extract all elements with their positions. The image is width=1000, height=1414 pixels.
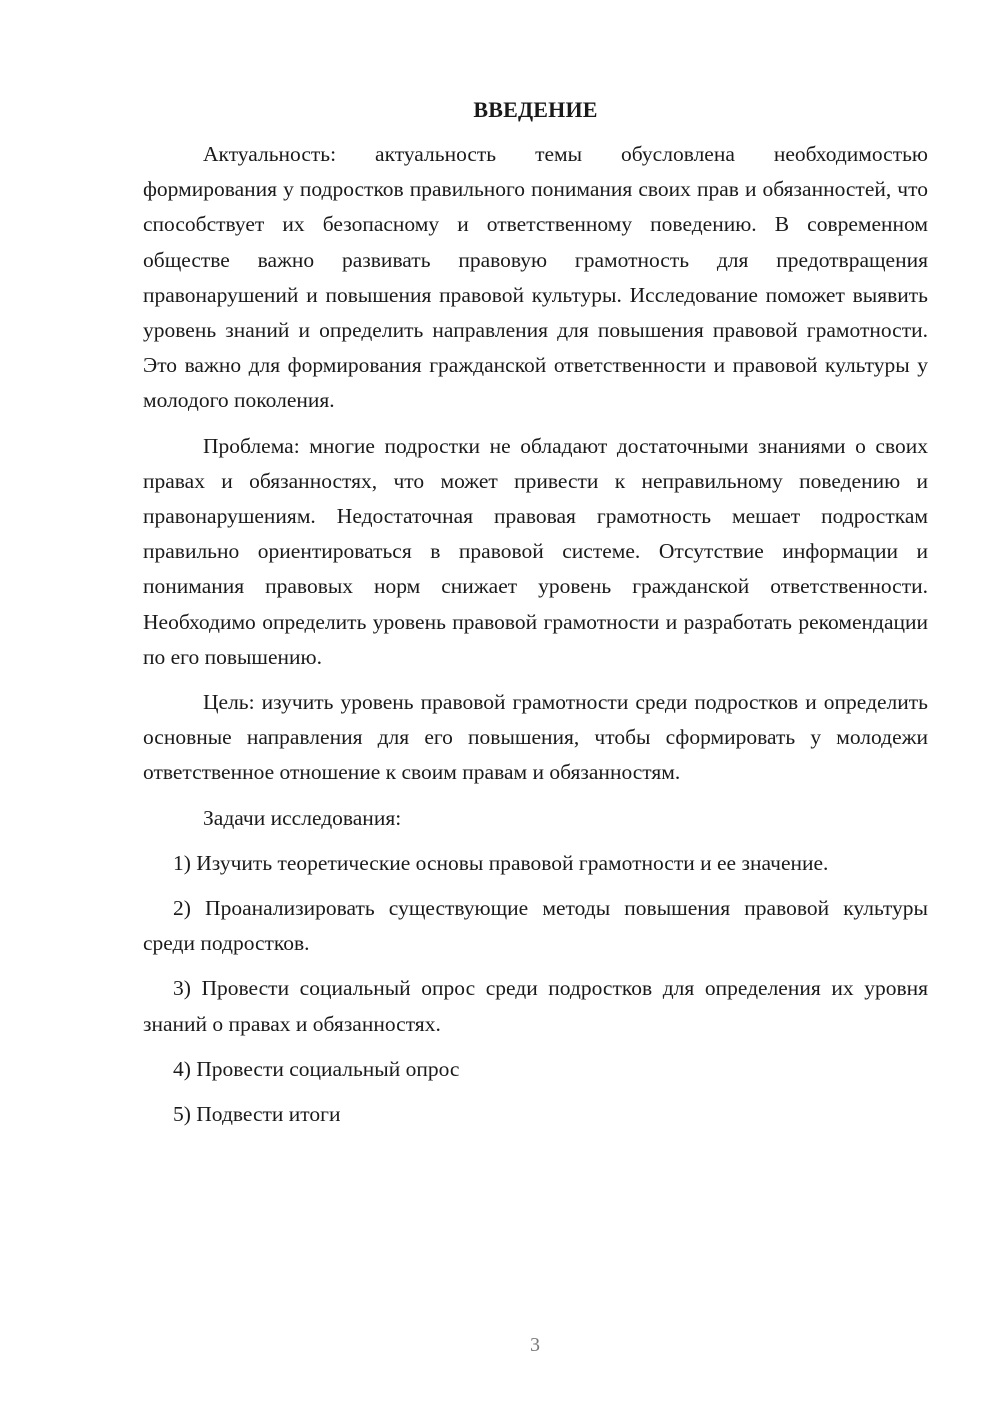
section-title: ВВЕДЕНИЕ bbox=[473, 97, 598, 122]
task-item-5: 5) Подвести итоги bbox=[173, 1102, 341, 1127]
page-number: 3 bbox=[530, 1334, 540, 1356]
paragraph-goal: Цель: изучить уровень правовой грамотности среди подростков и определить основные направления для его повышения, чтобы сформировать у молодежи ответственное отношение к своим правам и обязанностям. bbox=[143, 690, 928, 785]
tasks-heading: Задачи исследования: bbox=[203, 805, 402, 830]
paragraph-relevance: Актуальность: актуальность темы обусловлена необходимостью формирования у подростков правильного понимания своих прав и обязанностей, что способствует их безопасному и ответственному поведению. В современном обществе важно развивать правовую грамотность для предотвращения правонарушений и повышения правовой культуры. Исследование поможет выявить уровень знаний и определить направления для повышения правовой грамотности. Это важно для формирования гражданской ответственности и правовой культуры у молодого поколения. bbox=[143, 142, 928, 413]
task-item-3: 3) Провести социальный опрос среди подростков для определения их уровня знаний о правах и обязанностях. bbox=[143, 976, 928, 1036]
task-item-4: 4) Провести социальный опрос bbox=[173, 1056, 460, 1081]
task-item-1: 1) Изучить теоретические основы правовой грамотности и ее значение. bbox=[173, 850, 829, 875]
document-page bbox=[143, 92, 928, 1132]
paragraph-problem: Проблема: многие подростки не обладают достаточными знаниями о своих правах и обязанностях, что может привести к неправильному поведению и правонарушениям. Недостаточная правовая грамотность мешает подросткам правильно ориентироваться в правовой системе. Отсутствие информации и понимания правовых норм снижает уровень гражданской ответственности. Необходимо определить уровень правовой грамотности и разработать рекомендации по его повышению. bbox=[143, 433, 928, 669]
task-item-2: 2) Проанализировать существующие методы повышения правовой культуры среди подростков. bbox=[143, 896, 928, 956]
